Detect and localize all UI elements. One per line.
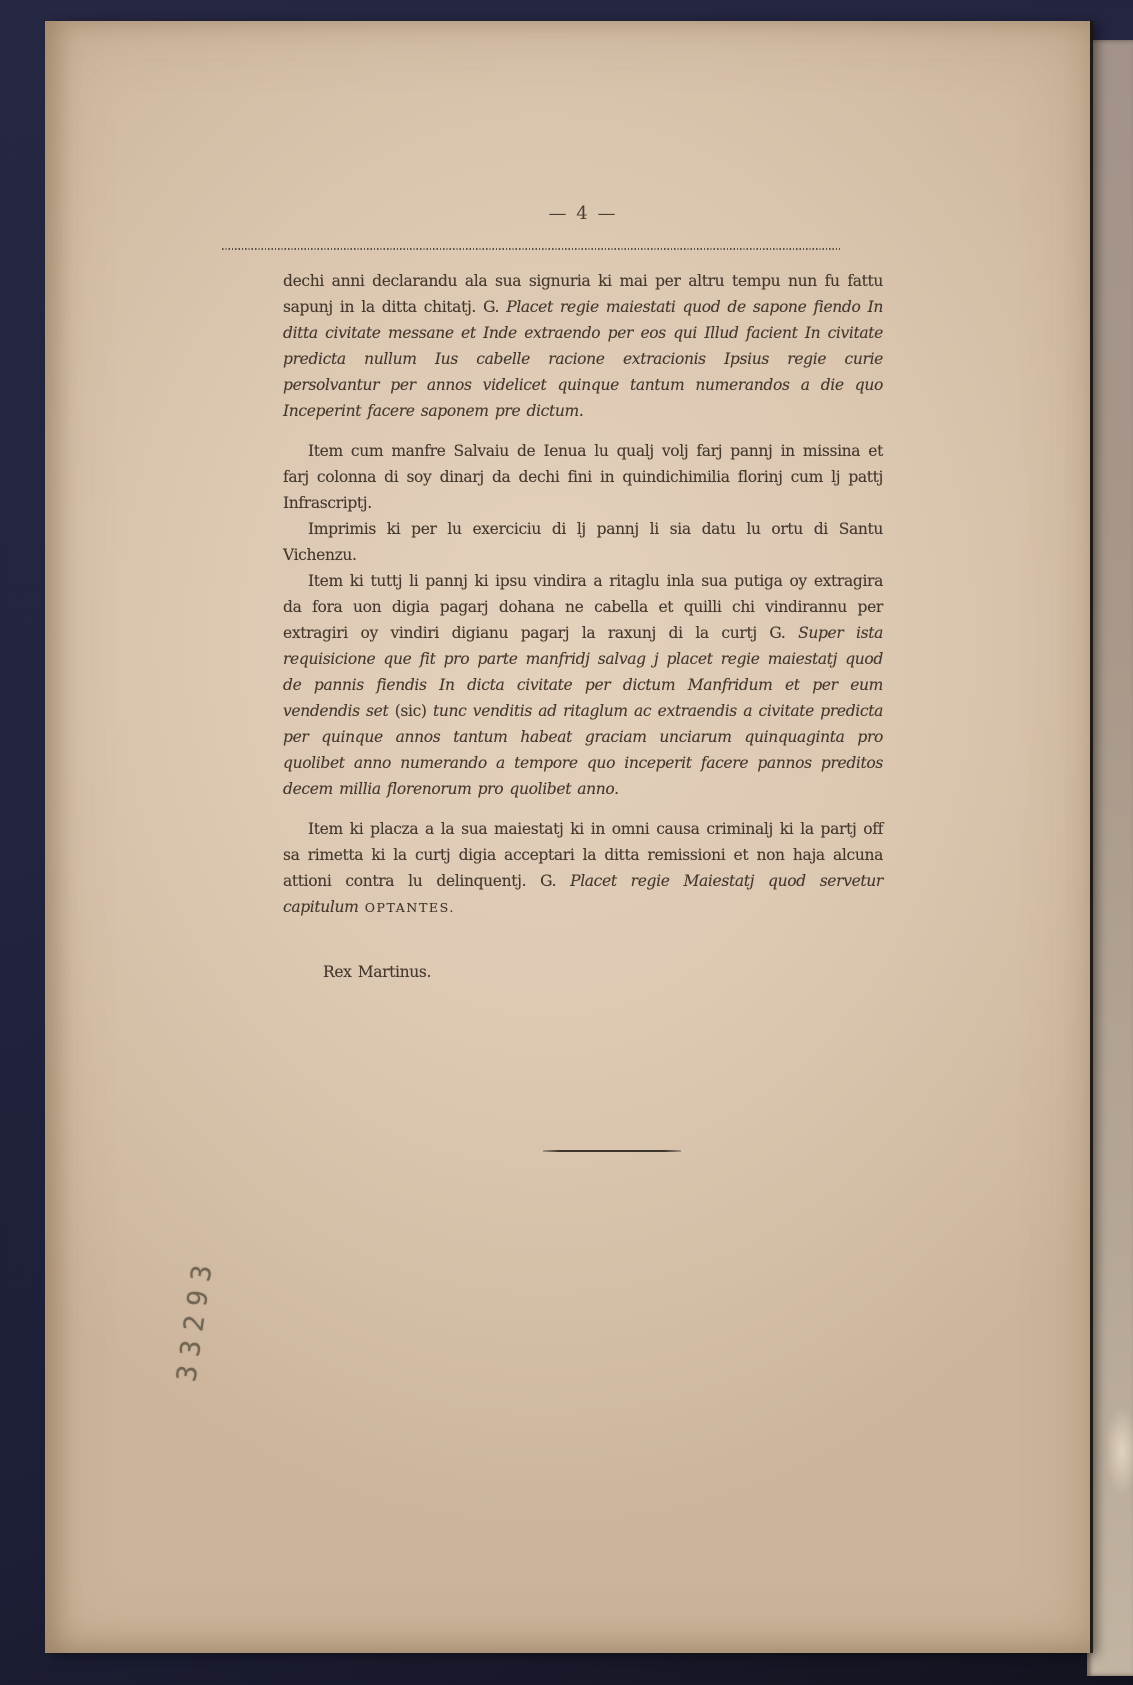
- text-block: [283, 268, 883, 985]
- paragraph-segment: Imprimis ki per lu exerciciu di lj pannj li sia datu lu ortu di Santu Vichenzu.: [283, 520, 883, 564]
- paragraph-segment: OPTANTES.: [364, 900, 455, 915]
- paragraph: [283, 816, 883, 921]
- paragraph-segment: Placet regie Maiestatj quod servetur capitulum: [283, 872, 883, 916]
- section-end-rule: [543, 1150, 681, 1152]
- signature: Rex Martinus.: [323, 963, 432, 981]
- paragraph-segment: Placet regie maiestati quod de sapone fiendo In ditta civitate messane et Inde extraendo per eos qui Illud facient In civitate predicta nullum Ius cabelle racione extracionis Ipsius regie curie persolvantur per annos videlicet quinque tantum numerandos a die quo Inceperint facere saponem pre dictum.: [283, 298, 883, 420]
- book-page: [45, 21, 1090, 1653]
- accession-stamp: 33293: [171, 1254, 220, 1384]
- paragraph: [283, 438, 883, 516]
- paragraph: [283, 516, 883, 568]
- paragraph: [283, 268, 883, 424]
- paragraph-segment: Super ista requisicione que fit pro parte manfridj salvag j placet regie maiestatj quod de pannis fiendis In dicta civitate per dictum Manfridum et per eum vendendis set: [283, 624, 884, 720]
- paragraph-segment: Item ki tuttj li pannj ki ipsu vindira a ritaglu inla sua putiga oy extragira da fora uon digia pagarj dohana ne cabella et quilli chi vindirannu per extragiri oy vindiri digianu pagarj la raxunj di la curtj G.: [283, 572, 883, 642]
- paragraph-segment: (sic): [394, 702, 433, 720]
- paragraph-segment: dechi anni declarandu ala sua signuria ki mai per altru tempu nun fu fattu sapunj in la ditta chitatj. G.: [283, 272, 883, 316]
- adjacent-page-edge: [1087, 40, 1133, 1676]
- paragraph-segment: Item cum manfre Salvaiu de Ienua lu qualj volj farj pannj in missina et farj colonna di soy dinarj da dechi fini in quindichimilia florinj cum lj pattj Infrascriptj.: [283, 442, 883, 512]
- dotted-header-rule: [222, 248, 840, 250]
- paragraph-segment: tunc venditis ad ritaglum ac extraendis a civitate predicta per quinque annos tantum habeat graciam unciarum quinquaginta pro quolibet anno numerando a tempore quo inceperit facere pannos preditos decem millia florenorum pro quolibet anno.: [283, 702, 883, 798]
- paragraph: [283, 568, 883, 802]
- paper-damage-blotch: [1105, 1406, 1133, 1496]
- paragraph-segment: Item ki placza a la sua maiestatj ki in omni causa criminalj ki la partj off sa rimetta ki la curtj digia acceptari la ditta remissioni et non haja alcuna attioni contra lu delinquentj. G.: [283, 820, 883, 890]
- page-number: — 4 —: [548, 203, 618, 224]
